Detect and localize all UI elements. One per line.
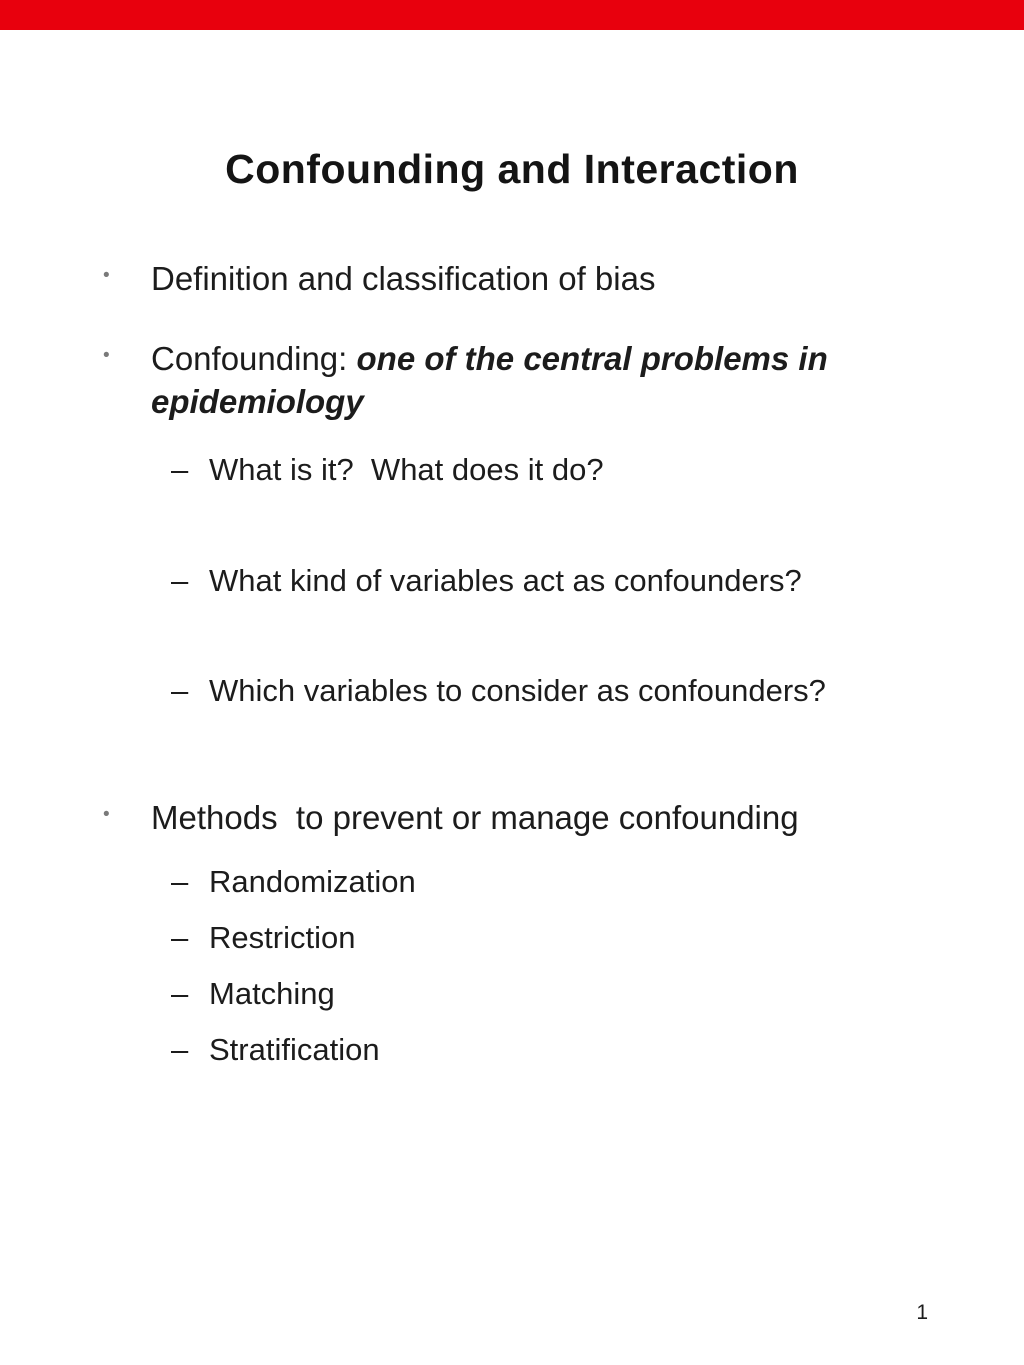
sub-bullet-text: Matching	[209, 975, 335, 1011]
page-number: 1	[916, 1301, 928, 1324]
dash-icon: –	[171, 673, 189, 709]
page-title: Confounding and Interaction	[225, 146, 799, 192]
bullet-icon: •	[103, 804, 110, 826]
slide-body	[0, 257, 1024, 1071]
dash-icon: –	[171, 919, 189, 955]
list-item	[171, 671, 966, 712]
list-item	[171, 918, 966, 959]
bullet-text-prefix: Confounding:	[151, 339, 357, 377]
sub-bullet-text: What kind of variables act as confounders?	[209, 562, 802, 598]
sub-bullet-text: Which variables to consider as confounders?	[209, 673, 826, 709]
bullet-text-emphasis: one of the central problems in epidemiology	[151, 339, 837, 421]
list-item	[171, 974, 966, 1015]
dash-icon: –	[171, 975, 189, 1011]
bullet-text: Methods to prevent or manage confounding	[151, 799, 799, 837]
list-item	[103, 337, 966, 424]
sub-bullet-text: Restriction	[209, 919, 356, 955]
top-accent-bar	[0, 0, 1024, 30]
sub-bullet-text: What is it? What does it do?	[209, 451, 604, 487]
bullet-icon: •	[103, 265, 110, 286]
list-item	[171, 450, 966, 491]
list-item	[171, 1030, 966, 1071]
bullet-icon: •	[103, 344, 110, 366]
dash-icon: –	[171, 863, 189, 899]
list-item	[103, 796, 966, 840]
sub-bullet-text: Randomization	[209, 863, 416, 899]
list-item	[171, 561, 966, 602]
bullet-text: Definition and classification of bias	[151, 260, 656, 297]
dash-icon: –	[171, 562, 189, 598]
list-item	[103, 257, 966, 301]
dash-icon: –	[171, 1031, 189, 1067]
sub-bullet-text: Stratification	[209, 1031, 380, 1067]
bullet-text	[151, 337, 966, 424]
list-item	[171, 862, 966, 903]
dash-icon: –	[171, 451, 189, 487]
